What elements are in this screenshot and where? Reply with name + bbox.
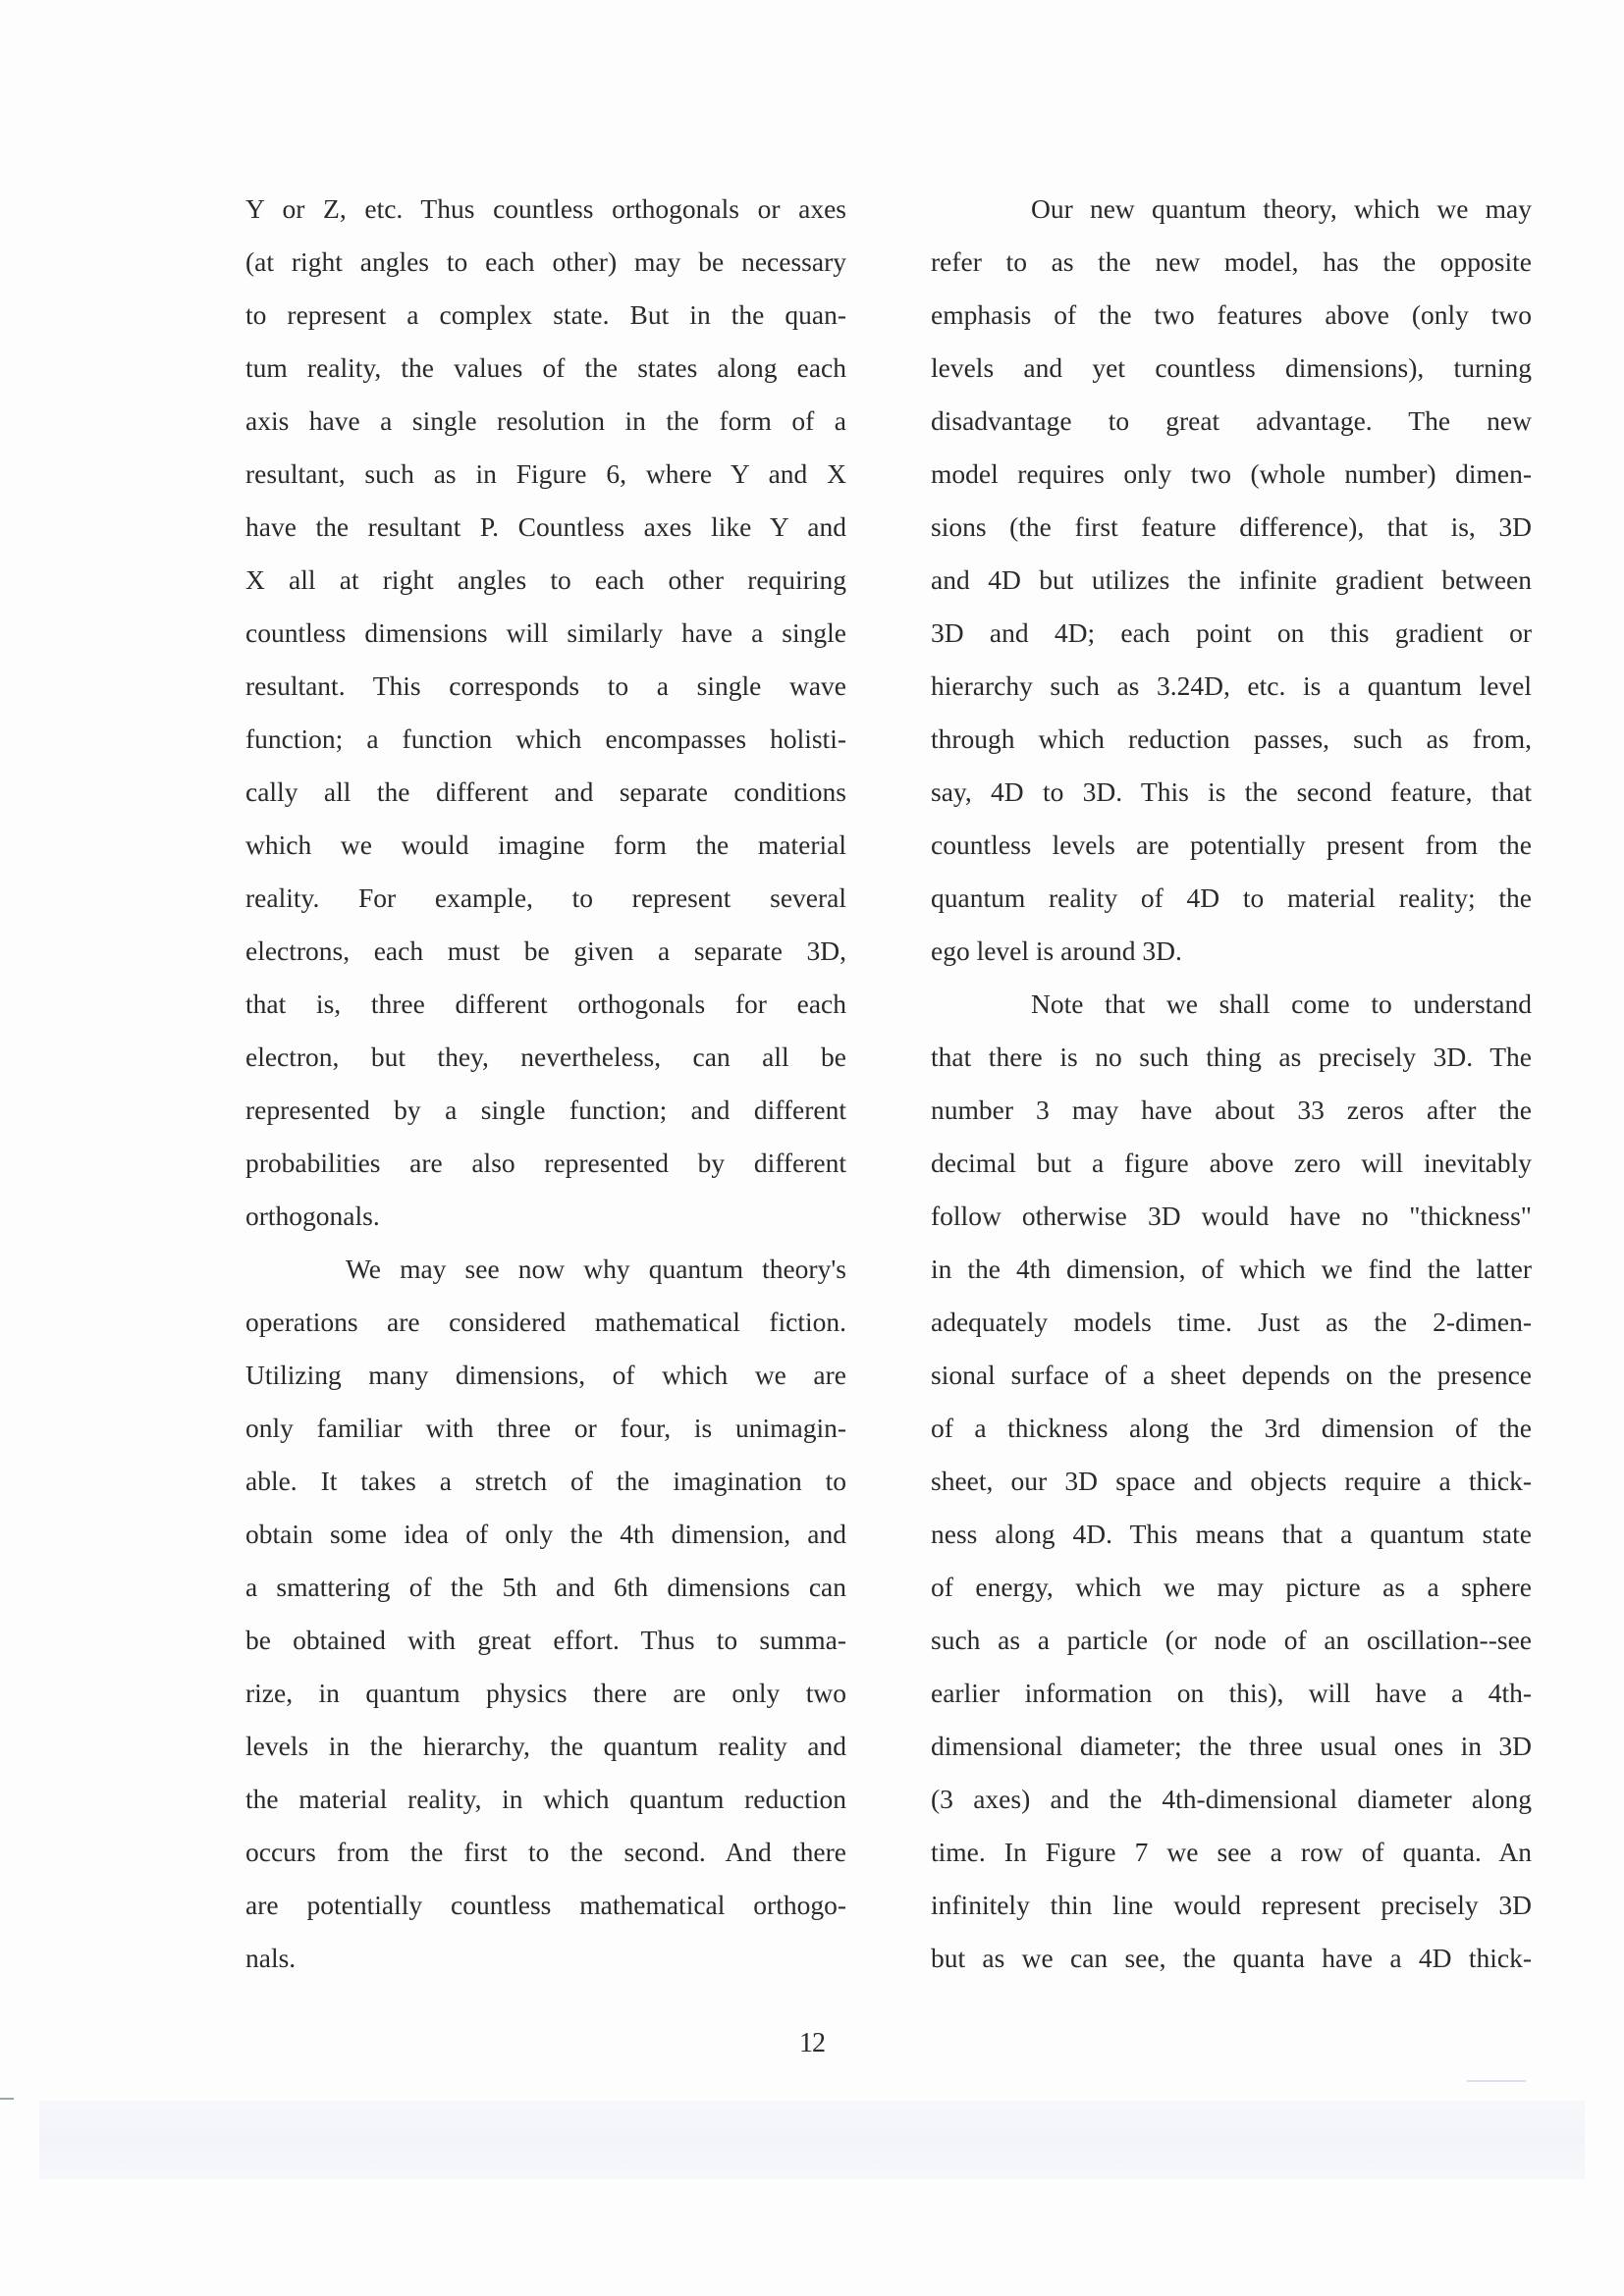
- page-number: 12: [799, 2028, 825, 2058]
- text-line: probabilities are also represented by different: [245, 1148, 846, 1178]
- scan-shadow: [39, 2101, 1585, 2179]
- text-line: emphasis of the two features above (only two: [931, 299, 1532, 330]
- text-line: say, 4D to 3D. This is the second feature, that: [931, 776, 1532, 807]
- scan-edge-mark: [1467, 2080, 1526, 2082]
- right-text-column: [931, 183, 1532, 1985]
- text-line: model requires only two (whole number) dimen-: [931, 458, 1532, 489]
- text-line: resultant. This corresponds to a single wave: [245, 670, 846, 701]
- text-line: Our new quantum theory, which we may: [1031, 193, 1532, 224]
- text-line: Note that we shall come to understand: [1031, 988, 1532, 1019]
- text-line: time. In Figure 7 we see a row of quanta. An: [931, 1837, 1532, 1867]
- text-line: which we would imagine form the material: [245, 829, 846, 860]
- text-line: only familiar with three or four, is unimagin-: [245, 1413, 846, 1443]
- text-line: axis have a single resolution in the form of a: [245, 405, 846, 436]
- text-line: orthogonals.: [245, 1201, 380, 1231]
- text-line: function; a function which encompasses holisti-: [245, 723, 846, 754]
- text-line: such as a particle (or node of an oscillation--see: [931, 1625, 1532, 1655]
- text-line: X all at right angles to each other requiring: [245, 564, 846, 595]
- text-line: quantum reality of 4D to material reality; the: [931, 882, 1532, 913]
- text-line: sional surface of a sheet depends on the presence: [931, 1360, 1532, 1390]
- text-line: are potentially countless mathematical orthogo-: [245, 1890, 846, 1920]
- text-line: be obtained with great effort. Thus to summa-: [245, 1625, 846, 1655]
- text-line: Utilizing many dimensions, of which we are: [245, 1360, 846, 1390]
- text-line: a smattering of the 5th and 6th dimensions can: [245, 1572, 846, 1602]
- text-line: and 4D but utilizes the infinite gradient between: [931, 564, 1532, 595]
- text-line: sions (the first feature difference), that is, 3D: [931, 511, 1532, 542]
- text-line: of a thickness along the 3rd dimension of the: [931, 1413, 1532, 1443]
- text-line: levels in the hierarchy, the quantum reality and: [245, 1731, 846, 1761]
- text-line: (3 axes) and the 4th-dimensional diameter along: [931, 1784, 1532, 1814]
- text-line: the material reality, in which quantum reduction: [245, 1784, 846, 1814]
- text-line: reality. For example, to represent several: [245, 882, 846, 913]
- text-line: sheet, our 3D space and objects require a thick-: [931, 1466, 1532, 1496]
- text-line: infinitely thin line would represent precisely 3D: [931, 1890, 1532, 1920]
- text-line: adequately models time. Just as the 2-dimen-: [931, 1307, 1532, 1337]
- text-line: number 3 may have about 33 zeros after the: [931, 1095, 1532, 1125]
- text-line: in the 4th dimension, of which we find the latter: [931, 1254, 1532, 1284]
- text-line: earlier information on this), will have a 4th-: [931, 1678, 1532, 1708]
- text-line: Y or Z, etc. Thus countless orthogonals or axes: [245, 193, 846, 224]
- text-line: rize, in quantum physics there are only two: [245, 1678, 846, 1708]
- text-line: We may see now why quantum theory's: [346, 1254, 846, 1284]
- text-line: electrons, each must be given a separate 3D,: [245, 935, 846, 966]
- text-line: resultant, such as in Figure 6, where Y and X: [245, 458, 846, 489]
- text-line: operations are considered mathematical fiction.: [245, 1307, 846, 1337]
- text-line: tum reality, the values of the states along each: [245, 352, 846, 383]
- text-line: 3D and 4D; each point on this gradient or: [931, 617, 1532, 648]
- text-line: to represent a complex state. But in the quan-: [245, 299, 846, 330]
- text-line: electron, but they, nevertheless, can all be: [245, 1041, 846, 1072]
- text-line: through which reduction passes, such as from,: [931, 723, 1532, 754]
- scan-edge-mark: [0, 2098, 14, 2100]
- text-line: of energy, which we may picture as a sphere: [931, 1572, 1532, 1602]
- text-line: that is, three different orthogonals for each: [245, 988, 846, 1019]
- text-line: follow otherwise 3D would have no "thickness": [931, 1201, 1532, 1231]
- text-line: ego level is around 3D.: [931, 935, 1182, 966]
- text-line: nals.: [245, 1943, 297, 1973]
- text-line: disadvantage to great advantage. The new: [931, 405, 1532, 436]
- text-line: levels and yet countless dimensions), turning: [931, 352, 1532, 383]
- text-line: countless levels are potentially present from the: [931, 829, 1532, 860]
- text-line: decimal but a figure above zero will inevitably: [931, 1148, 1532, 1178]
- text-line: but as we can see, the quanta have a 4D thick-: [931, 1943, 1532, 1973]
- text-line: hierarchy such as 3.24D, etc. is a quantum level: [931, 670, 1532, 701]
- text-line: cally all the different and separate conditions: [245, 776, 846, 807]
- left-text-column: [245, 183, 846, 1985]
- text-line: dimensional diameter; the three usual ones in 3D: [931, 1731, 1532, 1761]
- text-line: represented by a single function; and different: [245, 1095, 846, 1125]
- text-line: have the resultant P. Countless axes like Y and: [245, 511, 846, 542]
- text-line: ness along 4D. This means that a quantum state: [931, 1519, 1532, 1549]
- text-line: countless dimensions will similarly have a single: [245, 617, 846, 648]
- text-line: that there is no such thing as precisely 3D. The: [931, 1041, 1532, 1072]
- text-line: occurs from the first to the second. And there: [245, 1837, 846, 1867]
- text-line: (at right angles to each other) may be necessary: [245, 246, 846, 277]
- text-line: obtain some idea of only the 4th dimension, and: [245, 1519, 846, 1549]
- text-line: able. It takes a stretch of the imagination to: [245, 1466, 846, 1496]
- text-line: refer to as the new model, has the opposite: [931, 246, 1532, 277]
